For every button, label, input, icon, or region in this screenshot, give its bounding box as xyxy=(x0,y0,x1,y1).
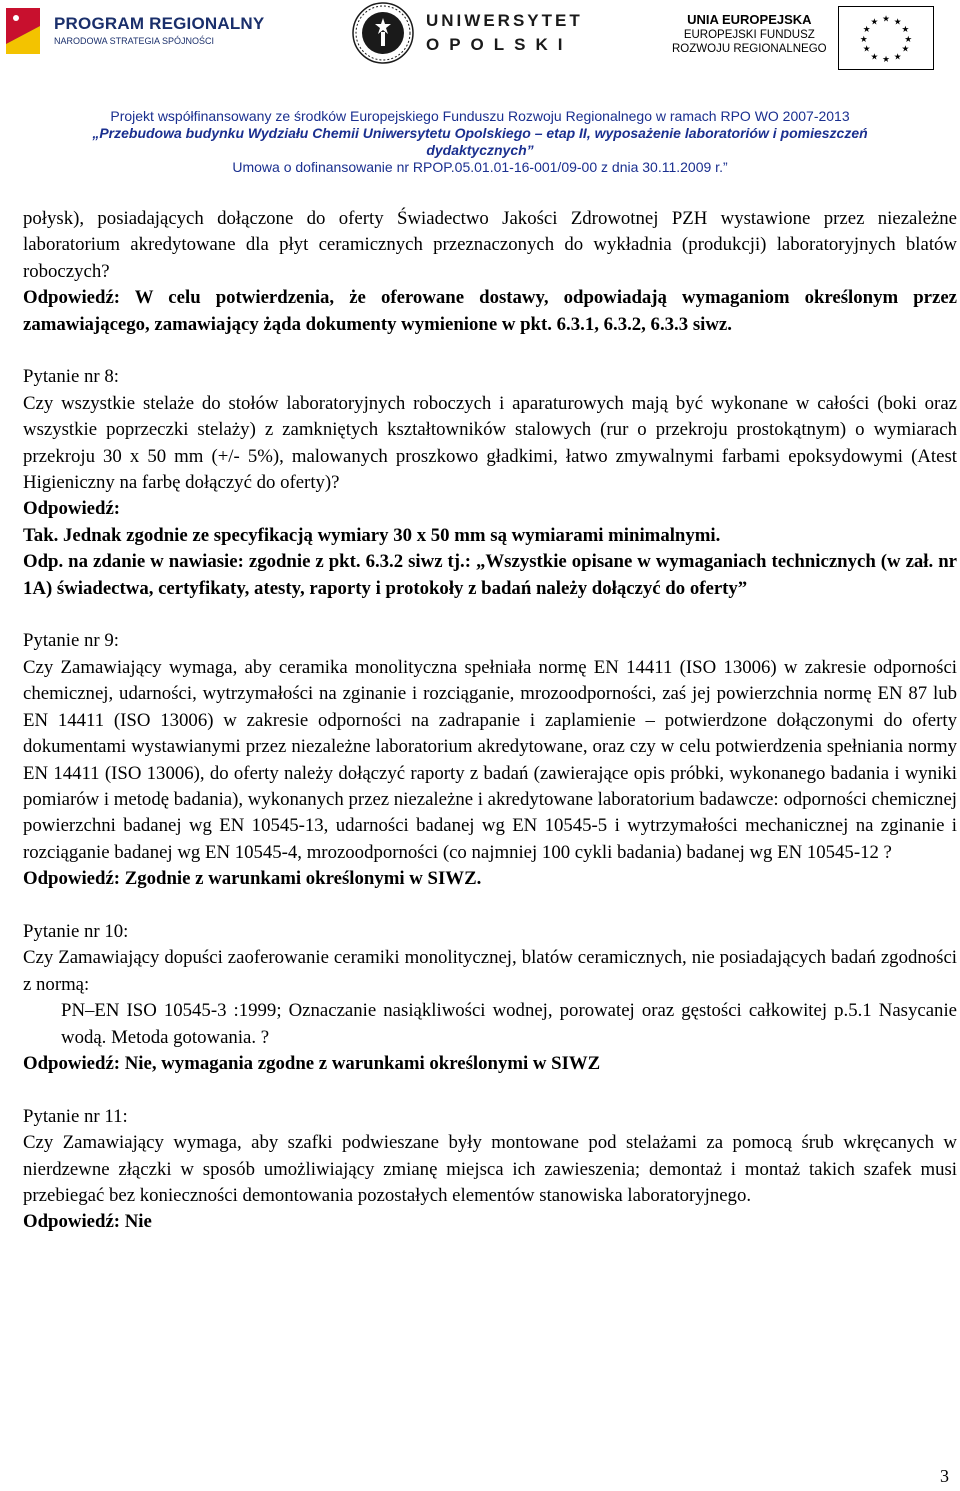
eu-fund-logo xyxy=(672,12,827,55)
svg-text:★: ★ xyxy=(893,17,902,28)
svg-text:★: ★ xyxy=(870,17,879,28)
svg-text:★: ★ xyxy=(859,34,868,45)
question-8-text: Czy wszystkie stelaże do stołów laboratoryjnych roboczych i aparaturowych mają być wykonane w całości (boki oraz wszystkie poprzeczki stelaży) z zamkniętych kształtowników stalowych (rur o przekroju prostokątnym) o wymiarach przekroju 30 x 50 mm (+/- 5%), malowanych proszkowo gładkimi, łatwo zmywalnymi farbami epoksydowymi (Atest Higieniczny na farbę dołączyć do oferty)? xyxy=(23,392,957,494)
project-info xyxy=(0,108,960,176)
question-10-norm-item: PN–EN ISO 10545-3 :1999; Oznaczanie nasiąkliwości wodnej, porowatej oraz gęstości całkowitej p.5.1 Nasycanie wodą. Metoda gotowania. ? xyxy=(61,1000,957,1048)
svg-text:★: ★ xyxy=(870,52,879,63)
eu-line2: EUROPEJSKI FUNDUSZ xyxy=(683,29,815,41)
answer-9: Odpowiedź: Zgodnie z warunkami określonymi w SIWZ. xyxy=(23,868,482,890)
project-line3: dydaktycznych” xyxy=(426,142,534,158)
answer-7: Odpowiedź: W celu potwierdzenia, że oferowane dostawy, odpowiadają wymaganiom określonym przez zamawiającego, zamawiający żąda dokumenty wymienione w pkt. 6.3.1, 6.3.2, 6.3.3 siwz. xyxy=(23,287,957,335)
eu-line3: ROZWOJU REGIONALNEGO xyxy=(672,43,827,55)
page-header xyxy=(0,0,960,68)
university-name-line1: UNIWERSYTET xyxy=(426,11,583,30)
answer-11: Odpowiedź: Nie xyxy=(23,1211,152,1233)
svg-text:★: ★ xyxy=(901,44,910,55)
page-number: 3 xyxy=(940,1466,949,1486)
university-name-line2: OPOLSKI xyxy=(426,35,573,54)
svg-text:★: ★ xyxy=(882,55,890,66)
question-10-text: Czy Zamawiający dopuści zaoferowanie ceramiki monolitycznej, blatów ceramicznych, nie posiadających badań zgodności z normą: xyxy=(23,947,957,995)
project-line2: „Przebudowa budynku Wydziału Chemii Uniwersytetu Opolskiego – etap II, wyposażenie laboratoriów i pomieszczeń xyxy=(92,125,868,141)
document-body xyxy=(23,206,957,1236)
svg-text:★: ★ xyxy=(904,34,913,45)
program-title: PROGRAM REGIONALNY xyxy=(54,14,265,33)
project-line1: Projekt współfinansowany ze środków Europejskiego Funduszu Rozwoju Regionalnego w ramach RPO WO 2007-2013 xyxy=(110,108,850,124)
question-9-heading: Pytanie nr 9: xyxy=(23,630,119,652)
university-logo xyxy=(352,2,583,64)
program-subtitle: NARODOWA STRATEGIA SPÓJNOŚCI xyxy=(54,36,215,46)
answer-10: Odpowiedź: Nie, wymagania zgodne z warunkami określonymi w SIWZ xyxy=(23,1052,601,1074)
question-11-text: Czy Zamawiający wymaga, aby szafki podwieszane były montowane pod stelażami za pomocą śrub wkręcanych w nierdzewne złączki w sposób umożliwiający zmianę miejsca ich zawieszenia; demontaż i montaż takich szafek musi przebiegać bez konieczności demontowania pozostałych elementów stanowiska laboratoryjnego. xyxy=(23,1132,957,1206)
eu-line1: UNIA EUROPEJSKA xyxy=(687,12,812,27)
svg-text:★: ★ xyxy=(882,14,890,25)
question-9-text: Czy Zamawiający wymaga, aby ceramika monolityczna spełniała normę EN 14411 (ISO 13006) w zakresie odporności chemicznej, udarności, wytrzymałości na zginanie i rozciąganie, mrozoodporności, zaś jej powierzchnia normę EN 87 lub EN 14411 (ISO 13006) w zakresie odporności na zadrapanie i zaplamienie – potwierdzone dołączonymi do oferty dokumentami wystawianymi przez niezależne laboratorium akredytowane, oraz czy w celu potwierdzenia spełniania normy EN 14411 (ISO 13006), do oferty należy dołączyć raporty z badań (zawierające opis próbki, wykonanego badania i wyniki pomiarów i metodę badania), wykonanych przez niezależne i akredytowane laboratorium badawcze: odporności chemicznej powierzchni badanej wg EN 10545-13, udarności badanej wg EN 10545-5 i wytrzymałości mechanicznej na zginanie i rozciąganie badanej wg EN 10545-4, mrozoodporności (co najmniej 100 cykli badania) badanej wg EN 10545-12 ? xyxy=(23,656,957,863)
university-seal-icon xyxy=(352,2,414,64)
answer-8-line2: Odp. na zdanie w nawiasie: zgodnie z pkt. 6.3.2 siwz tj.: „Wszystkie opisane w wymaganiach technicznych (w zał. nr 1A) świadectwa, certyfikaty, atesty, raporty i protokoły z badań należy dołączyć do oferty” xyxy=(23,551,957,599)
program-regionalny-logo xyxy=(6,4,264,56)
program-regionalny-emblem-icon xyxy=(6,4,46,56)
question-10-heading: Pytanie nr 10: xyxy=(23,920,129,942)
eu-flag-icon xyxy=(838,6,934,70)
question-8-heading: Pytanie nr 8: xyxy=(23,366,119,388)
project-line4: Umowa o dofinansowanie nr RPOP.05.01.01-16-001/09-00 z dnia 30.11.2009 r.” xyxy=(232,159,728,175)
answer-8-line1: Tak. Jednak zgodnie ze specyfikacją wymiary 30 x 50 mm są wymiarami minimalnymi. xyxy=(23,524,721,546)
svg-text:★: ★ xyxy=(901,25,910,36)
question-11-heading: Pytanie nr 11: xyxy=(23,1105,128,1127)
svg-text:★: ★ xyxy=(862,25,871,36)
svg-text:★: ★ xyxy=(862,44,871,55)
svg-text:★: ★ xyxy=(893,52,902,63)
answer-8-heading: Odpowiedź: xyxy=(23,498,121,520)
question-7-continuation: połysk), posiadających dołączone do oferty Świadectwo Jakości Zdrowotnej PZH wystawione przez niezależne laboratorium akredytowane dla płyt ceramicznych przeznaczonych do wykładnia (produkcji) laboratoryjnych blatów roboczych? xyxy=(23,208,957,282)
